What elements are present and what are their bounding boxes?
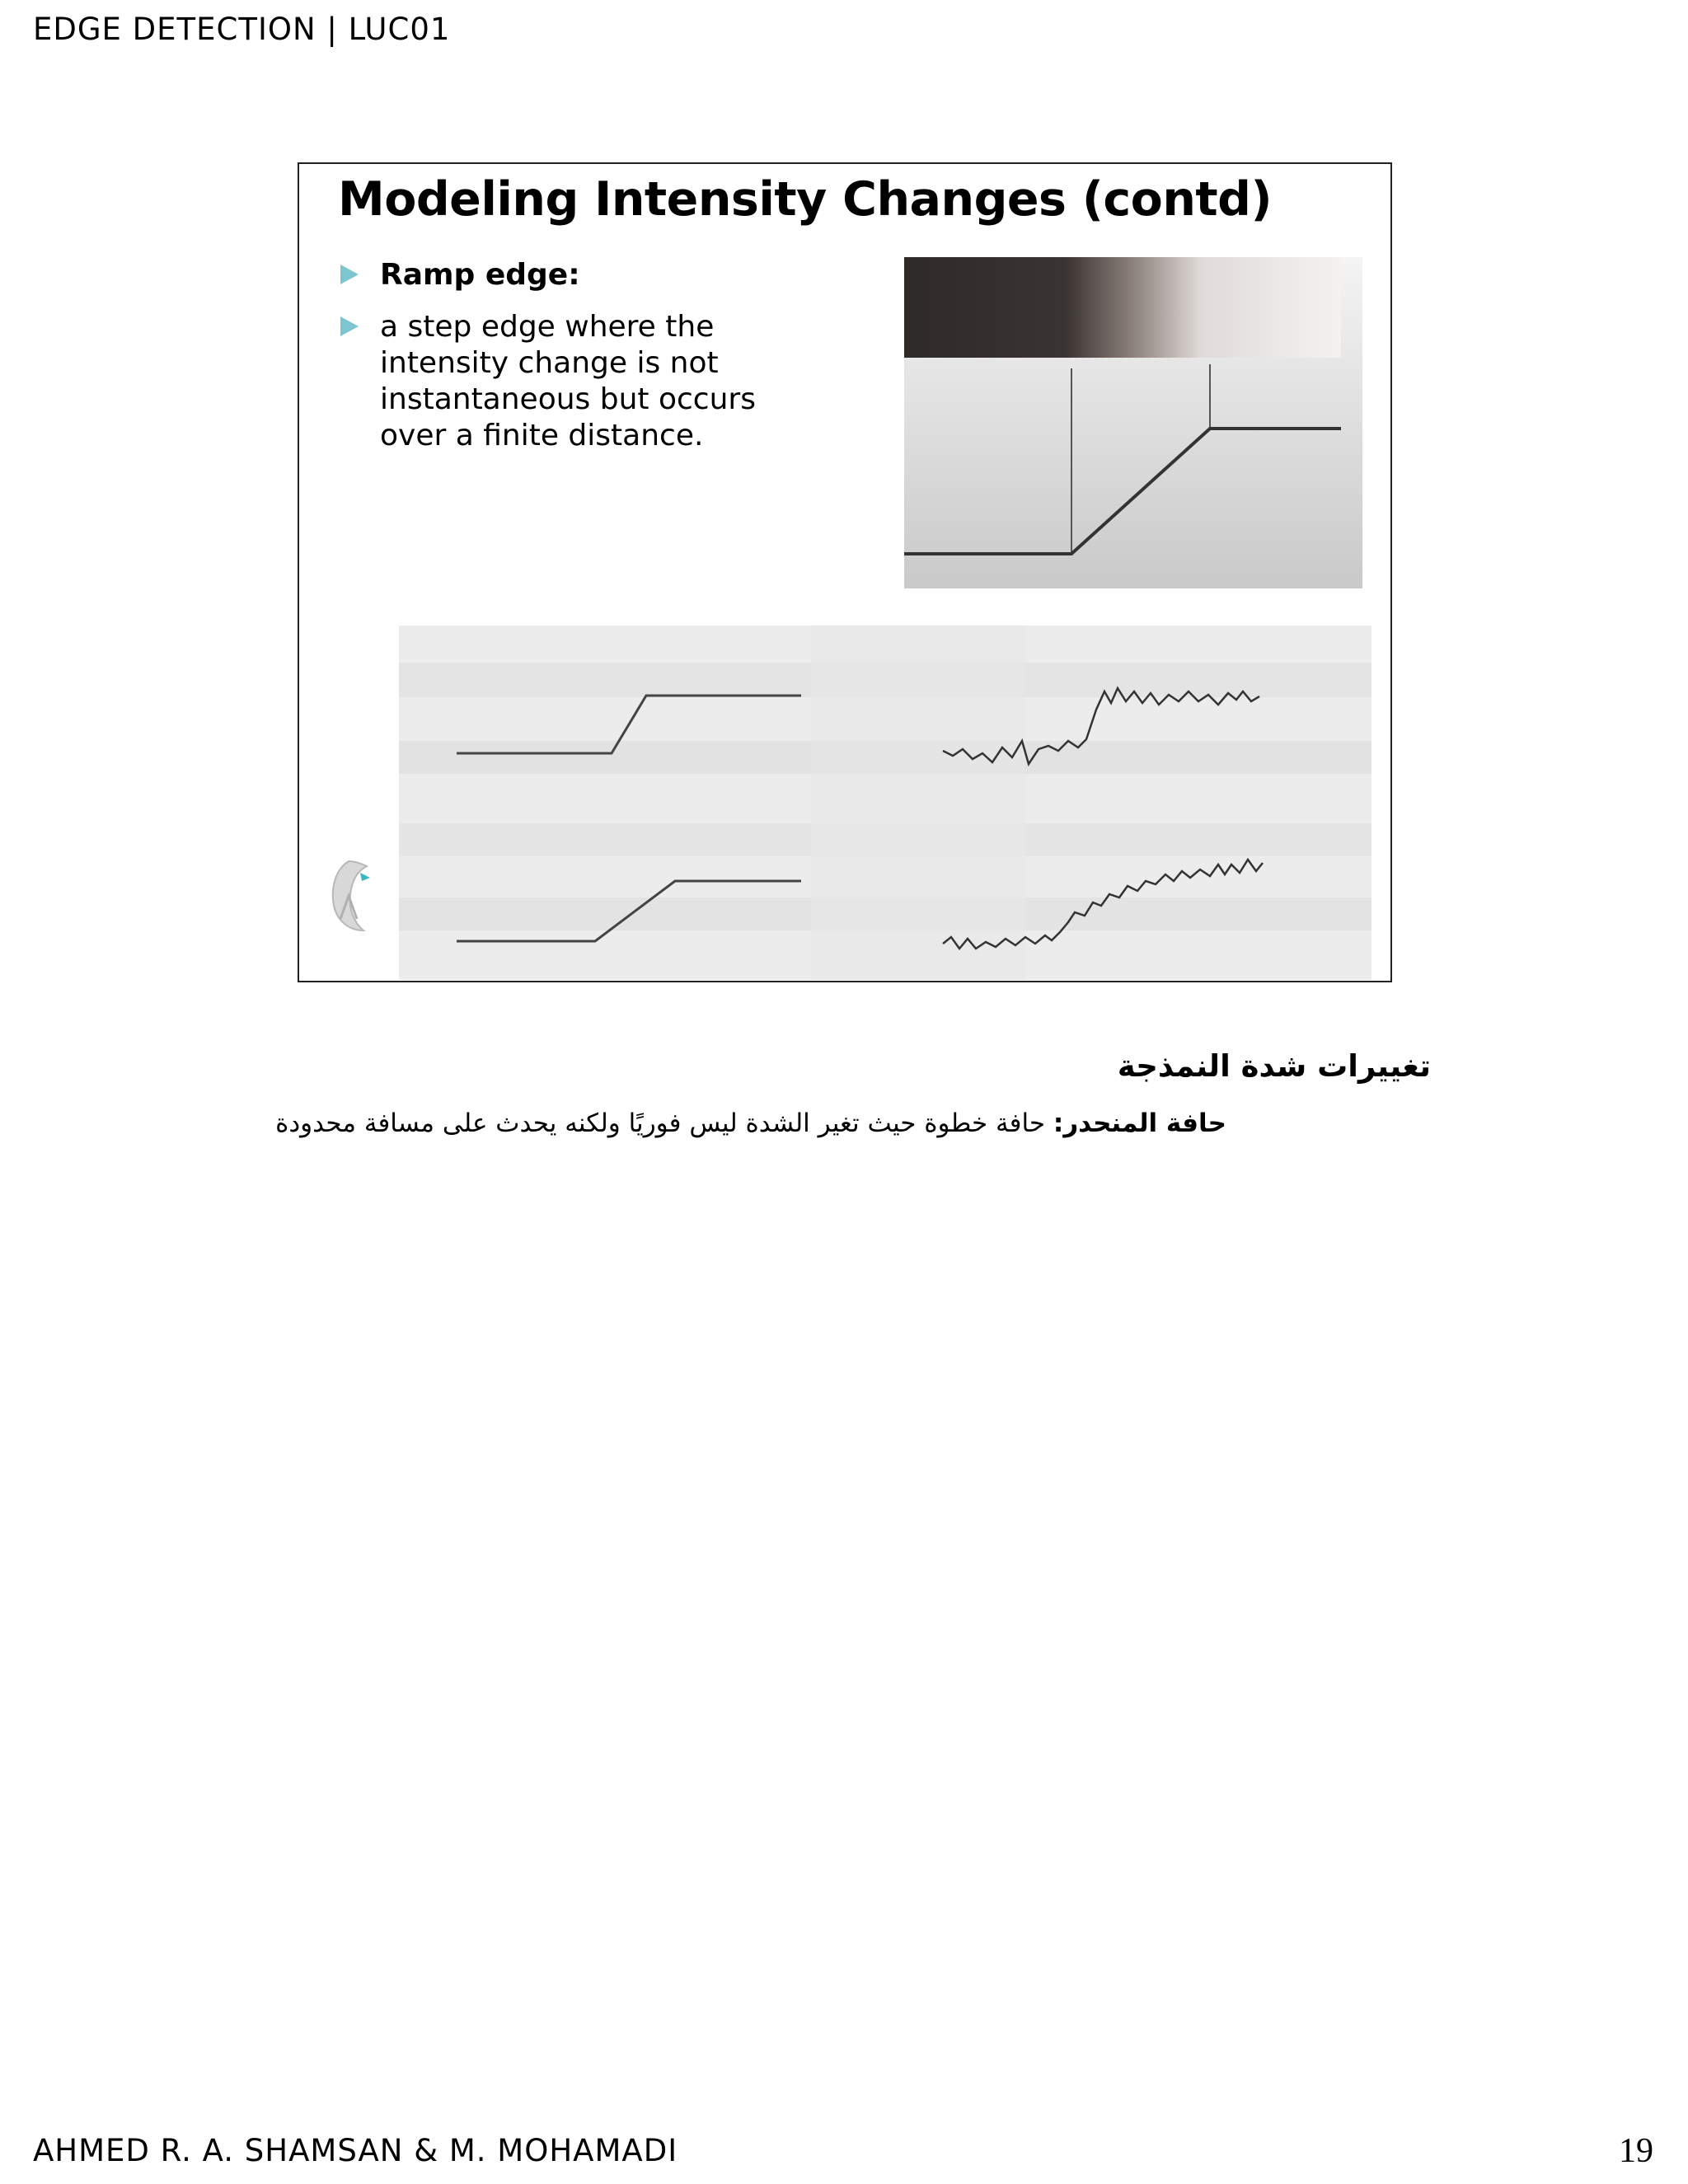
arabic-definition-text: حافة خطوة حيث تغير الشدة ليس فوريًا ولكنه يحدث على مسافة محدودة: [275, 1108, 1053, 1138]
slide-title: Modeling Intensity Changes (contd): [338, 172, 1272, 227]
slide-frame: [298, 162, 1392, 982]
arabic-term: حافة المنحدر:: [1053, 1108, 1226, 1138]
ramp-edge-figure: [904, 257, 1362, 588]
triangle-bullet-icon: [340, 316, 359, 336]
ramp-gradient-strip: [904, 257, 1341, 358]
bullet-text: Ramp edge:: [380, 258, 580, 292]
page-header: EDGE DETECTION | LUC01: [33, 12, 451, 47]
bullet-text: a step edge where the intensity change is not instantaneous but occurs over a finite distance.: [380, 310, 756, 452]
university-logo-icon: [324, 855, 373, 937]
triangle-bullet-icon: [340, 265, 359, 284]
page-number: 19: [1619, 2132, 1653, 2170]
page-footer: AHMED R. A. SHAMSAN & M. MOHAMADI: [33, 2133, 678, 2168]
arabic-heading: تغييرات شدة النمذجة: [1117, 1048, 1431, 1084]
arabic-definition: [275, 1108, 1226, 1138]
edge-profiles-figure: [399, 626, 1372, 980]
scan-texture-block: [811, 626, 1025, 980]
